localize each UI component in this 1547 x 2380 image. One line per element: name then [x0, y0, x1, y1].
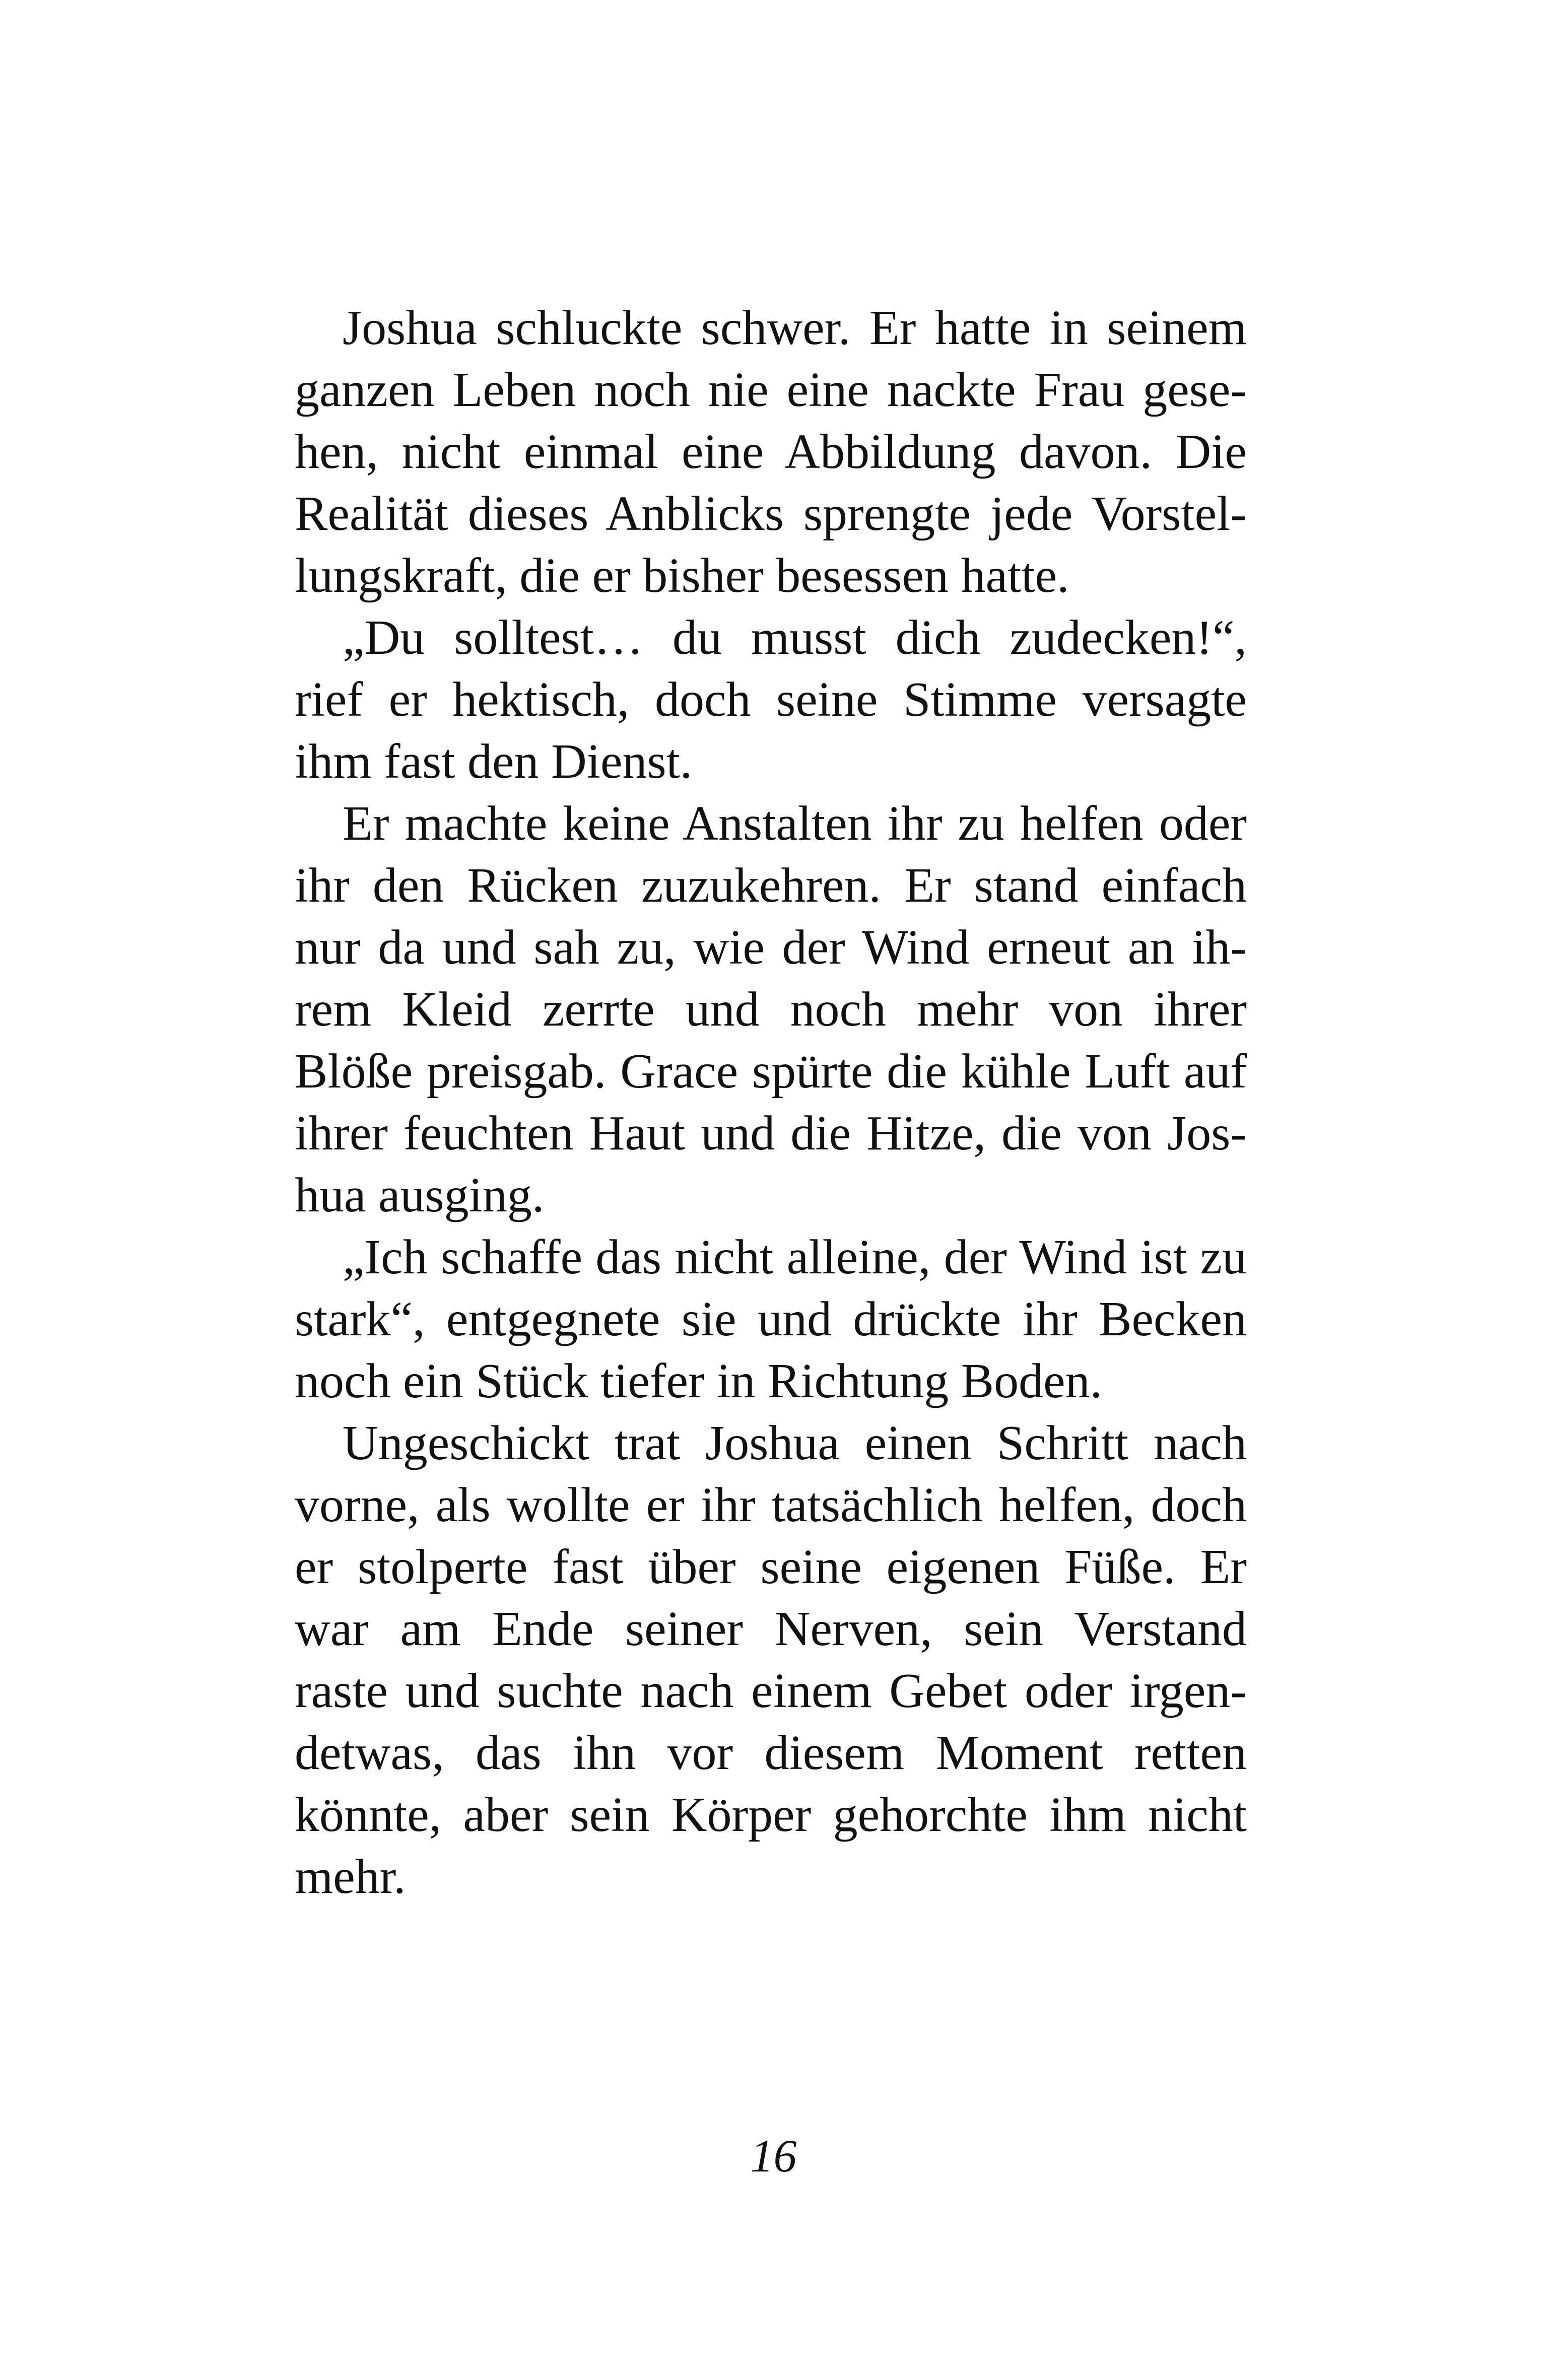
- body-text: [295, 297, 1247, 1908]
- text-line: nur da und sah zu, wie der Wind erneut an ih-: [295, 920, 1247, 975]
- text-line: hua ausging.: [295, 1168, 545, 1222]
- paragraph-4: [295, 1227, 1247, 1412]
- text-line: Realität dieses Anblicks sprengte jede Vorstel-: [295, 487, 1247, 541]
- text-line: Ungeschickt trat Joshua einen Schritt nach: [343, 1416, 1247, 1470]
- text-line: rief er hektisch, doch seine Stimme versagte: [295, 672, 1247, 727]
- text-line: stark“, entgegnete sie und drückte ihr Becken: [295, 1292, 1247, 1346]
- text-line: könnte, aber sein Körper gehorchte ihm nicht: [295, 1788, 1247, 1842]
- text-line: „Ich schaffe das nicht alleine, der Wind ist zu: [343, 1230, 1247, 1284]
- text-line: Blöße preisgab. Grace spürte die kühle Luft auf: [295, 1044, 1247, 1099]
- text-line: vorne, als wollte er ihr tatsächlich helfen, doch: [295, 1478, 1247, 1532]
- text-line: lungskraft, die er bisher besessen hatte.: [295, 549, 1069, 603]
- text-line: Joshua schluckte schwer. Er hatte in seinem: [343, 301, 1247, 355]
- text-line: raste und suchte nach einem Gebet oder irgen-: [295, 1664, 1247, 1718]
- text-line: Er machte keine Anstalten ihr zu helfen oder: [343, 796, 1247, 851]
- text-line: detwas, das ihn vor diesem Moment retten: [295, 1726, 1247, 1780]
- text-line: „Du solltest… du musst dich zudecken!“,: [343, 610, 1247, 665]
- text-line: war am Ende seiner Nerven, sein Verstand: [295, 1602, 1247, 1656]
- paragraph-1: [295, 297, 1247, 607]
- text-line: noch ein Stück tiefer in Richtung Boden.: [295, 1354, 1103, 1408]
- paragraph-2: [295, 607, 1247, 793]
- text-line: rem Kleid zerrte und noch mehr von ihrer: [295, 982, 1247, 1037]
- paragraph-5: [295, 1412, 1247, 1908]
- text-line: ganzen Leben noch nie eine nackte Frau gese-: [295, 363, 1247, 417]
- text-line: hen, nicht einmal eine Abbildung davon. Die: [295, 425, 1247, 479]
- text-line: mehr.: [295, 1850, 406, 1904]
- text-line: ihr den Rücken zuzukehren. Er stand einfach: [295, 858, 1247, 913]
- text-line: ihm fast den Dienst.: [295, 734, 693, 789]
- page-number: 16: [750, 2130, 797, 2182]
- paragraph-3: [295, 793, 1247, 1227]
- text-line: ihrer feuchten Haut und die Hitze, die von Jos-: [295, 1106, 1247, 1161]
- text-line: er stolperte fast über seine eigenen Füße. Er: [295, 1540, 1247, 1594]
